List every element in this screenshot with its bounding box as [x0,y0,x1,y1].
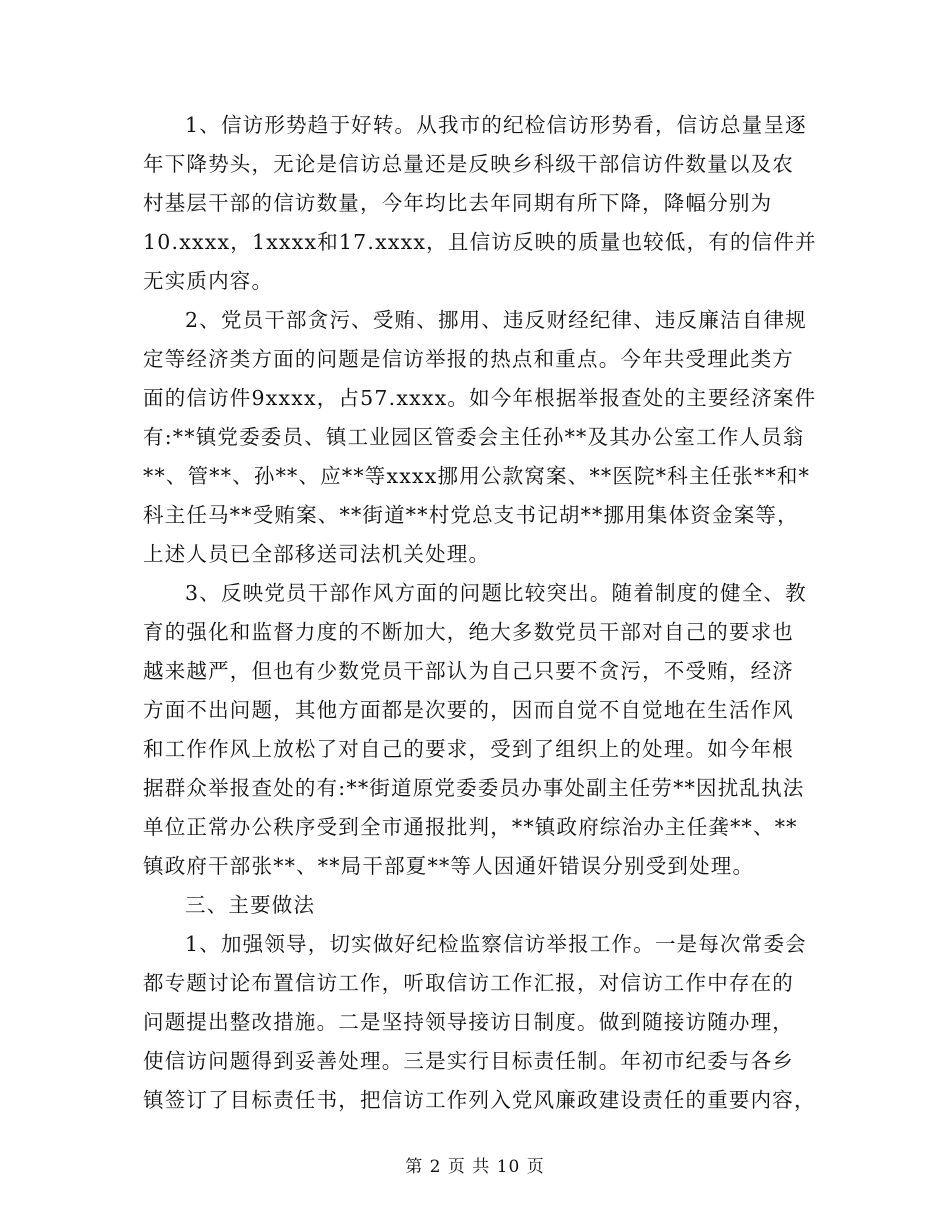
text-line: 村基层干部的信访数量，今年均比去年同期有所下降，降幅分别为 [143,191,773,215]
text-line: 问题提出整改措施。二是坚持领导接访日制度。做到随接访随办理， [143,1010,794,1034]
text-line: 育的强化和监督力度的不断加大，绝大多数党员干部对自己的要求也 [143,620,794,644]
document-body [143,106,817,1120]
text-line: 10.xxxx，1xxxx和17.xxxx，且信访反映的质量也较低，有的信件并 [143,230,817,254]
text-line: 面的信访件9xxxx，占57.xxxx。如今年根据举报查处的主要经济案件 [143,386,817,410]
text-line: 方面不出问题，其他方面都是次要的，因而自觉不自觉地在生活作风 [143,698,794,722]
text-line: 1、加强领导，切实做好纪检监察信访举报工作。一是每次常委会 [185,932,807,956]
text-line: 2、党员干部贪污、受贿、挪用、违反财经纪律、违反廉洁自律规 [185,308,807,332]
text-line: **、管**、孙**、应**等xxxx挪用公款窝案、**医院*科主任张**和* [143,464,811,488]
text-line: 都专题讨论布置信访工作，听取信访工作汇报，对信访工作中存在的 [143,971,794,995]
text-line: 单位正常办公秩序受到全市通报批判，**镇政府综治办主任龚**、** [143,815,798,839]
text-line: 三、主要做法 [185,893,316,917]
text-line: 镇政府干部张**、**局干部夏**等人因通奸错误分别受到处理。 [143,854,755,878]
text-line: 科主任马**受贿案、**街道**村党总支书记胡**挪用集体资金案等， [143,503,799,527]
text-line: 和工作作风上放松了对自己的要求，受到了组织上的处理。如今年根 [143,737,794,761]
text-line: 年下降势头，无论是信访总量还是反映乡科级干部信访件数量以及农 [143,152,794,176]
text-line: 1、信访形势趋于好转。从我市的纪检信访形势看，信访总量呈逐 [185,113,807,137]
text-lines [143,106,817,1120]
page-footer: 第 2 页 共 10 页 [405,1157,545,1177]
text-line: 使信访问题得到妥善处理。三是实行目标责任制。年初市纪委与各乡 [143,1049,794,1073]
text-line: 无实质内容。 [143,269,274,293]
text-line: 定等经济类方面的问题是信访举报的热点和重点。今年共受理此类方 [143,347,794,371]
text-line: 镇签订了目标责任书，把信访工作列入党风廉政建设责任的重要内容， [143,1088,816,1112]
text-line: 据群众举报查处的有:**街道原党委委员办事处副主任劳**因扰乱执法 [143,776,805,800]
text-line: 3、反映党员干部作风方面的问题比较突出。随着制度的健全、教 [185,581,807,605]
text-line: 越来越严，但也有少数党员干部认为自己只要不贪污，不受贿，经济 [143,659,794,683]
text-line: 有:**镇党委委员、镇工业园区管委会主任孙**及其办公室工作人员翁 [143,425,805,449]
text-line: 上述人员已全部移送司法机关处理。 [143,542,491,566]
